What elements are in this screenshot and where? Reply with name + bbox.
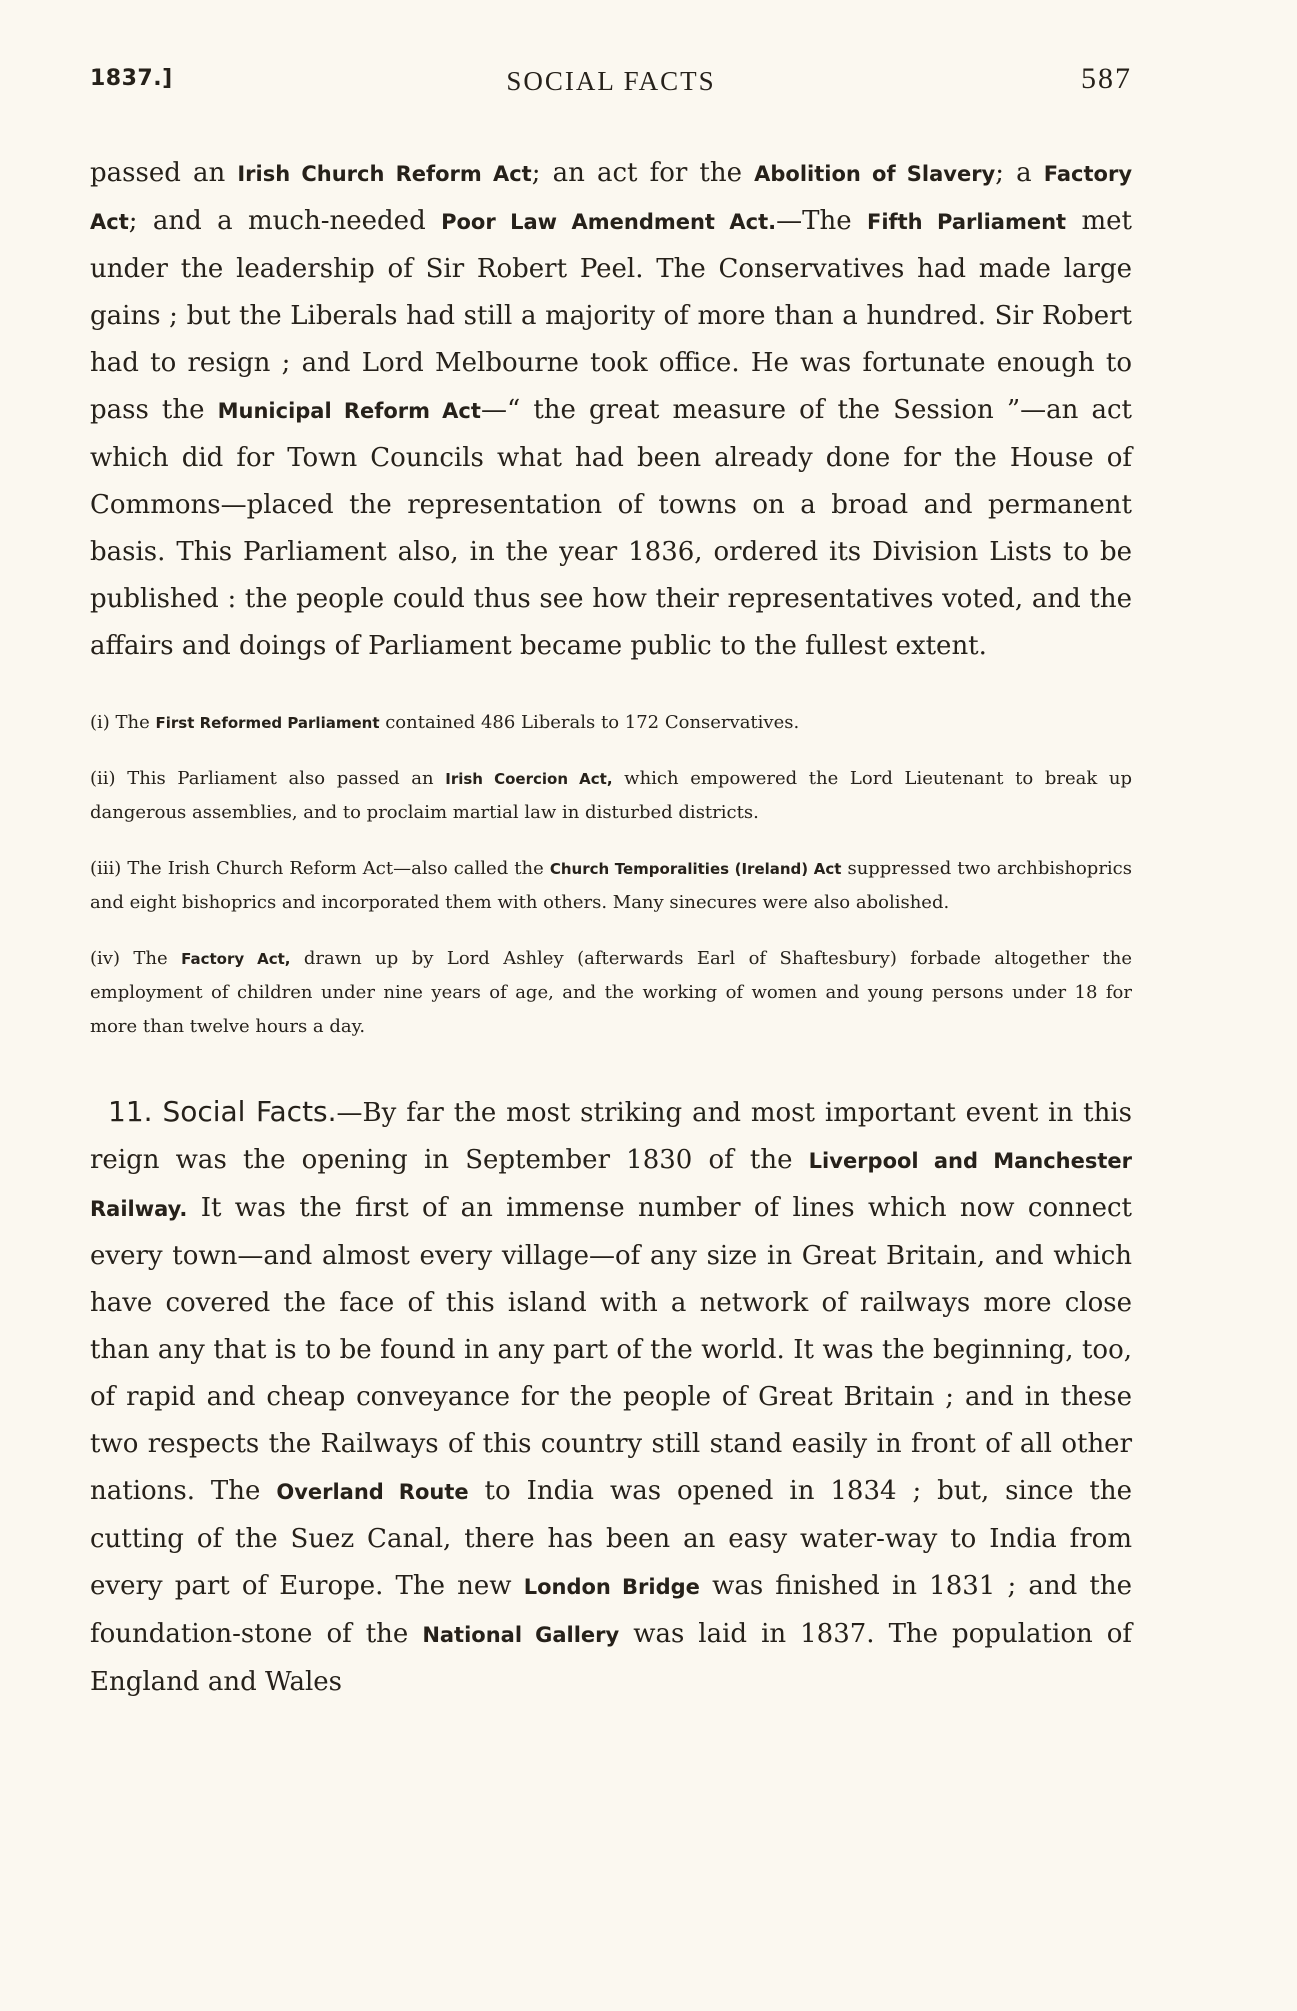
text-run: which empowered the Lord Lieutenant to break up dangerous assemblies, and to proclaim martial law in disturbed districts. [90,768,1133,823]
header-title: SOCIAL FACTS [506,66,716,96]
text-run: —“ the great measure of the Session ”—an act which did for Town Councils what had been already done for the House of Commons—placed the representation of towns on a broad and permanent basis. This Parliament also, in the year 1836, ordered its Division Lists to be published : the people could thus see how their representatives voted, and the affairs and doings of Parliament became public to the fullest extent. [90,395,1132,661]
note-ii [90,762,1132,830]
text-run: ; a [995,158,1044,188]
bold-term: Irish Church Reform Act [237,162,532,186]
text-run: to India was opened in 1834 ; but, since the cutting of the Suez Canal, there has been an easy water-way to India from every part of Europe. The new [90,1476,1132,1601]
text-run: (i) The [90,712,156,733]
paragraph-parliament [90,150,1132,670]
bold-term: Church Temporalities (Ireland) Act [549,860,842,878]
bold-term: Factory Act [90,162,1133,234]
bold-term: Liverpool and Manchester Railway. [90,1149,1132,1221]
text-run: —By far the most striking and most important event in this reign was the opening in September 1830 of the [90,1098,1132,1175]
section-social-facts [90,1088,1132,1706]
text-run: It was the first of an immense number of lines which now connect every town—and almost every village—of any size in Great Britain, and which have covered the face of this island with a network of railways more close than any that is to be found in any part of the world. It was the beginning, too, of rapid and cheap conveyance for the people of Great Britain ; and in these two respects the Railways of this country still stand easily in front of all other nations. The [90,1193,1132,1506]
text-run: was laid in 1837. The population of England and Wales [90,1619,1132,1697]
text-run: contained 486 Liberals to 172 Conservatives. [379,712,800,733]
bold-term: Municipal Reform Act [217,399,481,423]
bold-term: Irish Coercion Act, [445,770,613,788]
text-run: ; and a much-needed [128,206,442,236]
text-run: was finished in 1831 ; and the foundation-stone of the [90,1571,1132,1649]
note-iii [90,852,1132,920]
section-number: 11. [108,1095,153,1128]
bold-term: Overland Route [276,1480,469,1504]
bold-term: Factory Act, [181,950,291,968]
text-run: (iii) The Irish Church Reform Act—also called the [90,858,550,879]
note-iv [90,942,1132,1044]
bold-term: National Gallery [422,1623,620,1647]
text-run: suppressed two archbishoprics and eight bishoprics and incorporated them with others. Many sinecures were also abolished. [90,858,1132,913]
text-run: (ii) This Parliament also passed an [90,768,446,789]
bold-term: Poor Law Amendment Act. [441,210,777,234]
header-year: 1837.] [90,66,173,91]
text-run: (iv) The [90,948,182,969]
note-i [90,706,1132,740]
bold-term: Fifth Parliament [866,210,1067,234]
section-body [90,1098,1132,1697]
text-run: met under the leadership of Sir Robert Peel. The Conservatives had made large gains ; but the Liberals had still a majority of more than a hundred. Sir Robert had to resign ; and Lord Melbourne took office. He was fortunate enough to pass the [90,206,1132,425]
bold-term: Abolition of Slavery [754,162,996,186]
section-title: Social Facts. [162,1095,337,1128]
bold-term: First Reformed Parliament [155,714,380,732]
text-run: ; an act for the [531,158,755,188]
text-run: passed an [90,158,238,188]
bold-term: London Bridge [523,1575,700,1599]
footnotes [90,706,1132,1044]
page-number: 587 [1081,62,1132,95]
running-header [90,58,1132,98]
text-run: —The [776,206,867,236]
text-run: drawn up by Lord Ashley (afterwards Earl of Shaftesbury) forbade altogether the employment of children under nine years of age, and the working of women and young persons under 18 for more than twelve hours a day. [90,948,1133,1037]
